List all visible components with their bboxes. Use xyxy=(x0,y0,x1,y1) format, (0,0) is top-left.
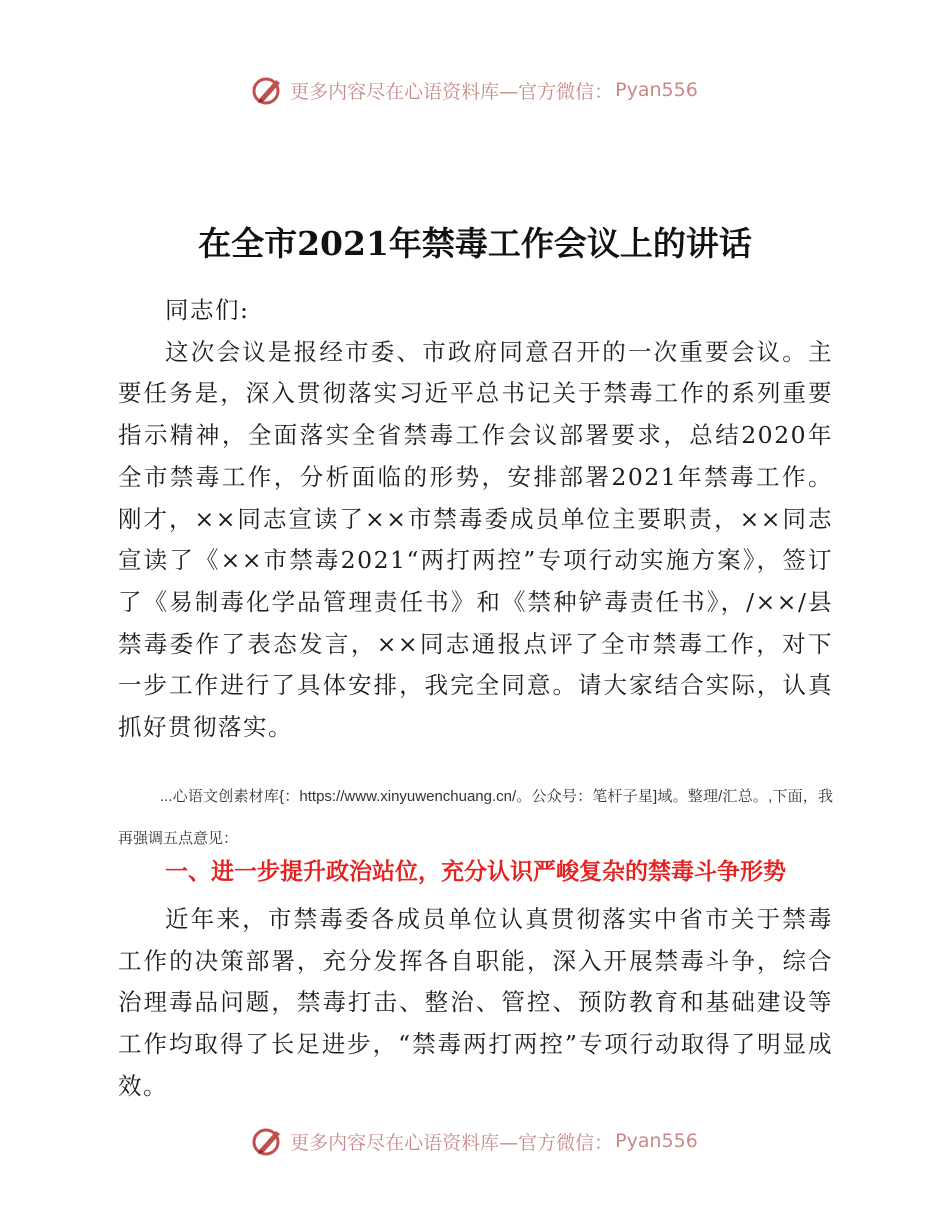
pen-logo-icon xyxy=(252,74,284,106)
watermark-text: 更多内容尽在心语资料库—官方微信： xyxy=(290,1131,614,1154)
intro-paragraph: 这次会议是报经市委、市政府同意召开的一次重要会议。主要任务是，深入贯彻落实习近平总书记关于禁毒工作的系列重要指示精神，全面落实全省禁毒工作会议部署要求，总结2020年全市禁毒工作，分析面临的形势，安排部署2021年禁毒工作。刚才，××同志宣读了××市禁毒委成员单位主要职责，××同志宣读了《××市禁毒2021“两打两控”专项行动实施方案》，签订了《易制毒化学品管理责任书》和《禁种铲毒责任书》，/××/县禁毒委作了表态发言，××同志通报点评了全市禁毒工作，对下一步工作进行了具体安排，我完全同意。请大家结合实际，认真抓好贯彻落实。 xyxy=(118,337,833,742)
source-note: ...心语文创素材库{：https://www.xinyuwenchuang.cn/。公众号：笔杆子星]域。整理/汇总。,下面，我再强调五点意见： xyxy=(118,788,833,847)
footer-watermark xyxy=(0,1121,950,1161)
page-title: 在全市2021年禁毒工作会议上的讲话 xyxy=(198,224,752,263)
pen-logo-icon xyxy=(252,1125,284,1157)
section-heading-1: 一、进一步提升政治站位，充分认识严峻复杂的禁毒斗争形势 xyxy=(165,859,786,885)
watermark-text: 更多内容尽在心语资料库—官方微信： xyxy=(290,80,614,103)
section-body xyxy=(118,899,833,1108)
greeting: 同志们: xyxy=(165,296,250,324)
watermark-wechat-id: Pyan556 xyxy=(615,1130,698,1152)
header-watermark xyxy=(0,70,950,110)
section-paragraph: 近年来，市禁毒委各成员单位认真贯彻落实中省市关于禁毒工作的决策部署，充分发挥各自职能，深入开展禁毒斗争，综合治理毒品问题，禁毒打击、整治、管控、预防教育和基础建设等工作均取得了长足进步，“禁毒两打两控”专项行动取得了明显成效。 xyxy=(118,905,833,1100)
speech-body xyxy=(118,290,833,749)
watermark-wechat-id: Pyan556 xyxy=(615,79,698,101)
